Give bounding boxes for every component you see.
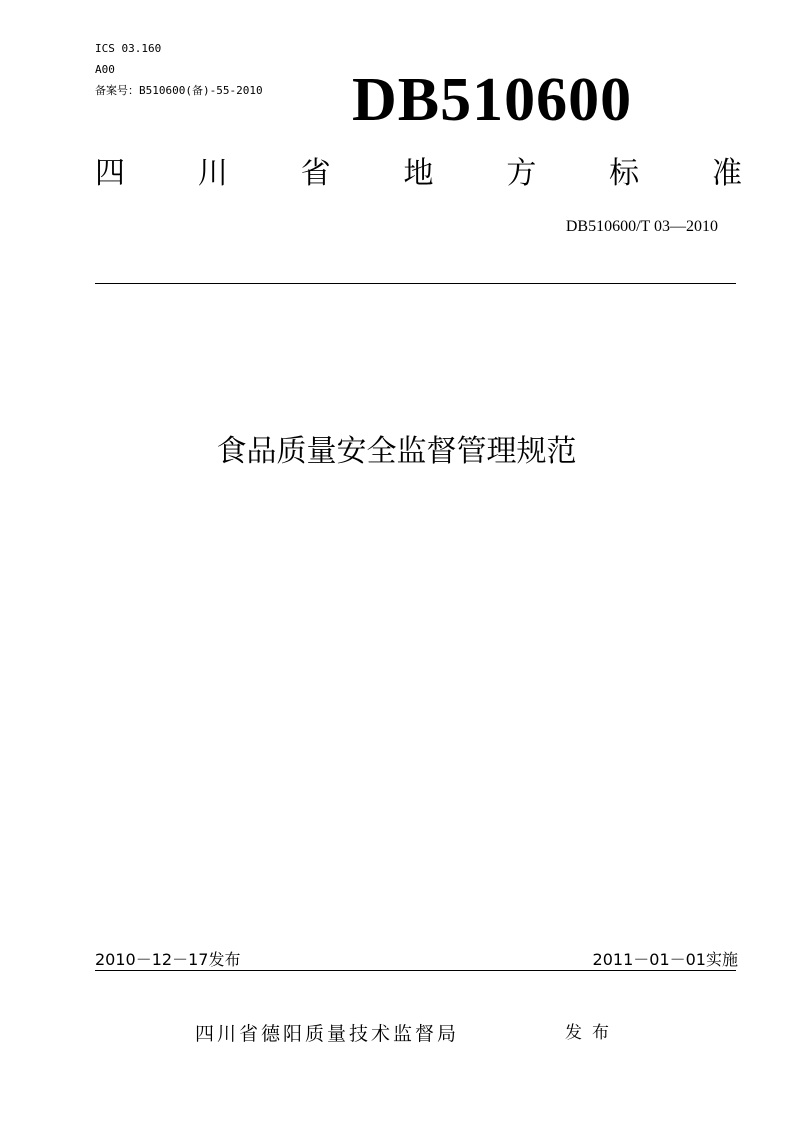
implementation-date: 2011－01－01实施: [592, 950, 738, 969]
category-char: 四: [95, 156, 125, 191]
category-char: 川: [197, 156, 228, 191]
document-title: 食品质量安全监督管理规范: [216, 434, 577, 469]
top-divider: [95, 283, 736, 284]
category-char: 准: [711, 156, 742, 191]
issue-action: 发布: [565, 1023, 619, 1043]
filing-number: 备案号：B510600(备)-55-2010: [95, 84, 263, 97]
issuing-authority: 四川省德阳质量技术监督局: [195, 1023, 460, 1045]
category-char: 方: [506, 156, 537, 191]
standard-number: DB510600/T 03—2010: [565, 218, 718, 235]
ccs-code: A00: [95, 63, 115, 76]
bottom-divider: [95, 970, 736, 971]
ics-code: ICS 03.160: [95, 42, 162, 55]
standard-category: [95, 156, 742, 192]
standard-code-heading: DB510600: [352, 66, 633, 134]
issue-date: 2010－12－17发布: [95, 950, 241, 969]
category-char: 标: [609, 156, 640, 191]
category-char: 省: [300, 156, 331, 191]
category-char: 地: [403, 156, 434, 191]
